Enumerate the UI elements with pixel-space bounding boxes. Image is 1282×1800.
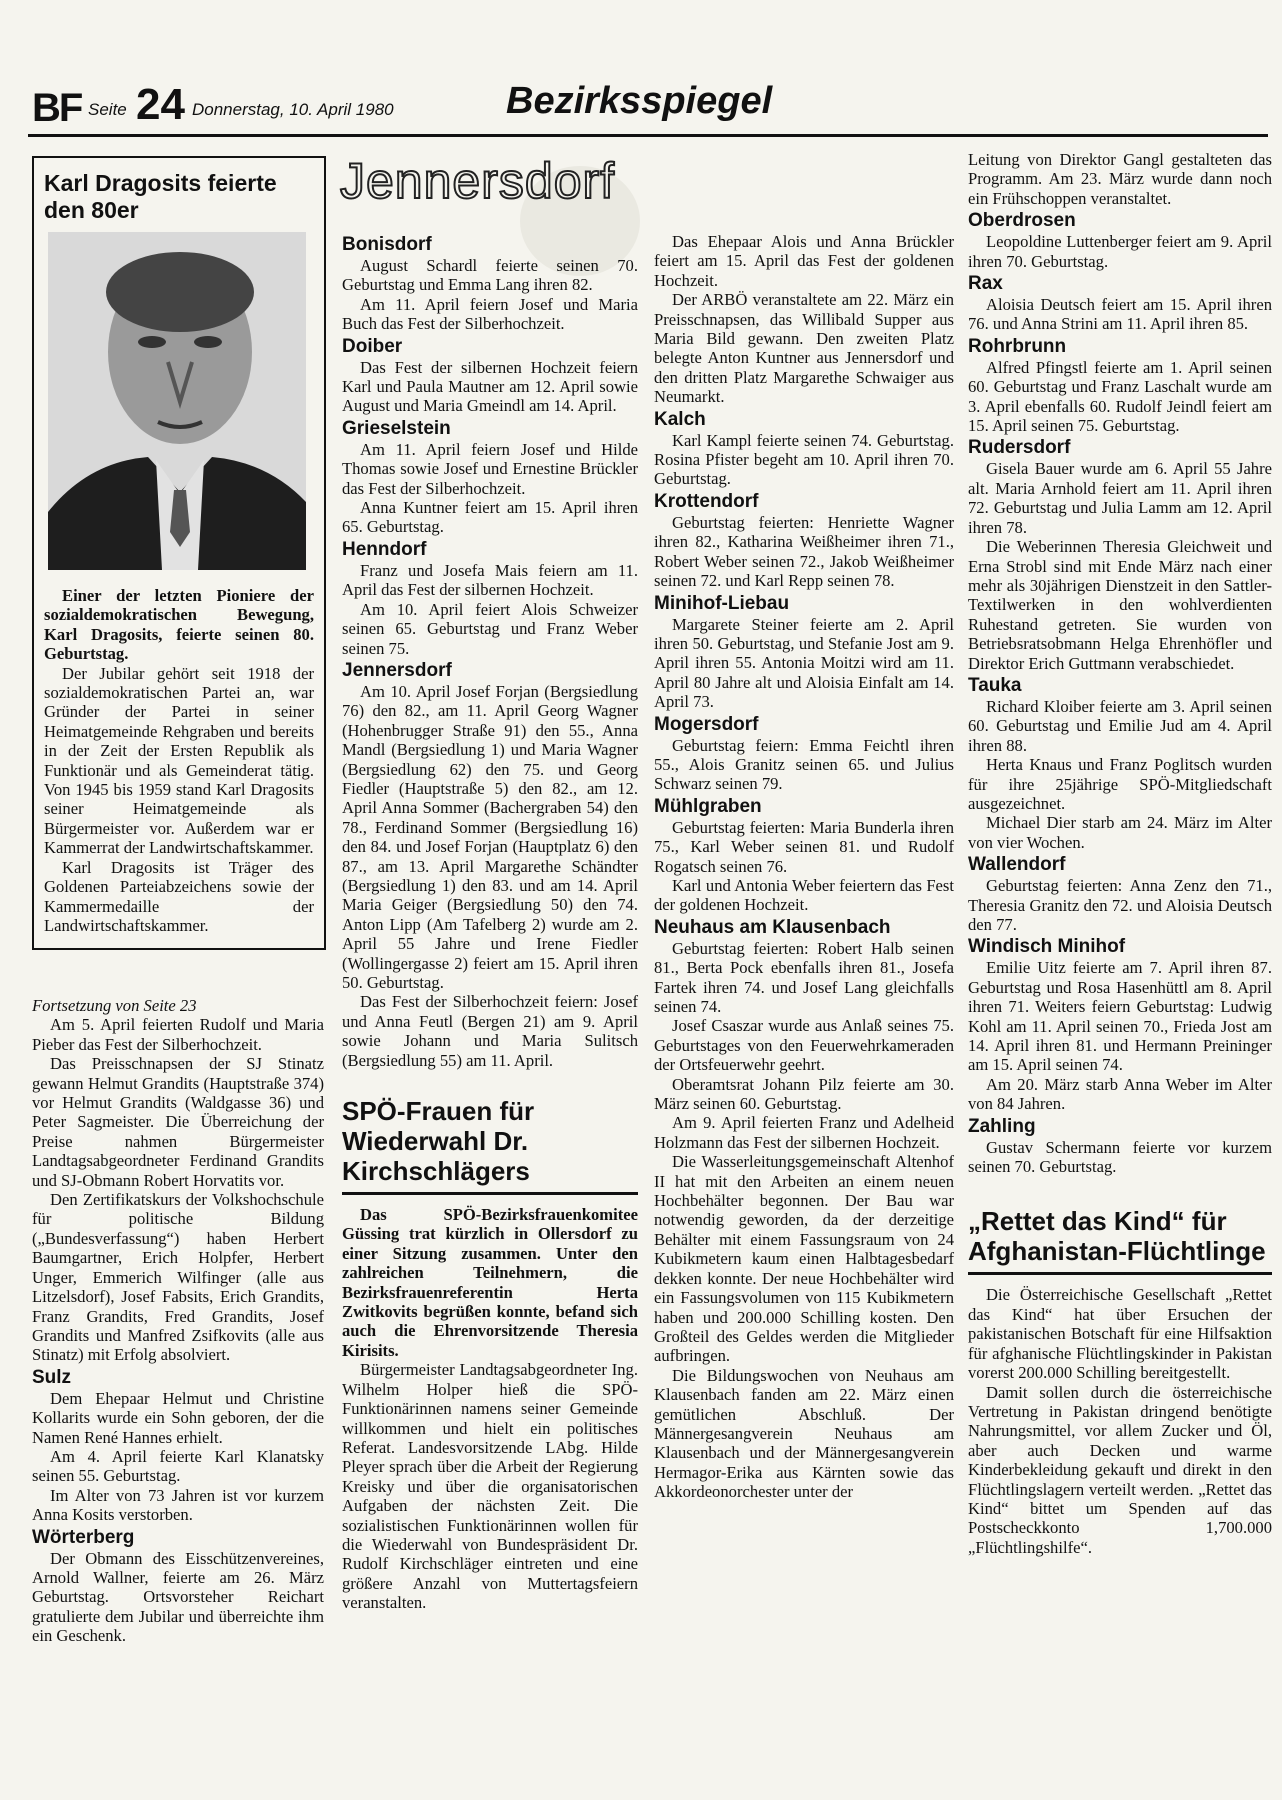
locality-heading: Bonisdorf — [342, 234, 432, 255]
paragraph: Am 10. April Josef Forjan (Bergsiedlung 76) den 82., am 11. April Georg Wagner (Hohenbrugger Straße 91) den 55., Anna Mandl (Bergsiedlung 1) und Maria Wagner (Bergsiedlung 62) den 75. und Georg Fiedler (Hauptstraße 5) den 82., am 12. April Anna Sommer (Bachergraben 54) den 78., Ferdinand Sommer (Bergsiedlung 16) den 84. und Josef Forjan (Hauptplatz 6) den 87., am 13. April Margarethe Schändter (Bergsiedlung 1) den 83. und am 14. April Maria Geiger (Bergsiedlung 50) den 74. Anton Lipp (Am Tafelberg 2) wurde am 2. April 55 Jahre und Irene Fiedler (Wollingergasse 2) feiert am 15. April ihren 50. Geburtstag. — [342, 681, 638, 992]
locality-heading: Grieselstein — [342, 417, 451, 439]
paragraph: Herta Knaus und Franz Poglitsch wurden für ihre 25jährige SPÖ-Mitgliedschaft ausgezeichnet. — [968, 755, 1272, 813]
paragraph: Das Fest der silbernen Hochzeit feiern Karl und Paula Mautner am 12. April sowie August und Maria Gmeindl am 14. April. — [342, 357, 638, 416]
paragraph: Geburtstag feierten: Robert Halb seinen 81., Berta Pock ebenfalls ihren 81., Josefa Fartek ihren 74. und Josef Lang gleichfalls seinen 74. — [654, 938, 954, 1016]
paragraph: Richard Kloiber feierte am 3. April seinen 60. Geburtstag und Emilie Jud am 4. April ihren 88. — [968, 696, 1272, 755]
locality-heading: Zahling — [968, 1115, 1036, 1137]
paragraph: Das Fest der Silberhochzeit feiern: Josef und Anna Feutl (Bergen 21) am 9. April sowie Johann und Maria Sulitsch (Bergsiedlung 55) am 11. April. — [342, 992, 638, 1070]
column-2 — [342, 232, 638, 1613]
paragraph: Am 10. April feiert Alois Schweizer seinen 65. Geburtstag und Franz Weber seinen 75. — [342, 599, 638, 658]
dragosits-article-box — [32, 156, 326, 950]
locality-heading: Doiber — [342, 335, 403, 357]
paragraph: Anna Kuntner feiert am 15. April ihren 65. Geburtstag. — [342, 498, 638, 537]
article-title: Karl Dragosits feierte den 80er — [44, 170, 277, 223]
paragraph: Am 5. April feierten Rudolf und Maria Pieber das Fest der Silberhochzeit. — [32, 1015, 324, 1054]
portrait-photo — [48, 232, 306, 570]
banner-text: Jennersdorf — [340, 153, 616, 209]
column-3 — [654, 232, 954, 1502]
locality-heading: Jennersdorf — [342, 659, 452, 681]
paragraph: Das Ehepaar Alois und Anna Brückler feiert am 15. April das Fest der goldenen Hochzeit. — [654, 232, 954, 290]
paragraph: Geburtstag feierten: Henriette Wagner ihren 82., Katharina Weißheimer ihren 71., Robert Weber seinen 72., Jakob Weißheimer seinen 72. und Karl Repp seinen 78. — [654, 512, 954, 591]
paragraph: Die Wasserleitungsgemeinschaft Altenhof II hat mit den Arbeiten an einem neuen Hochbehälter begonnen. Der Bau war notwendig geworden, da der derzeitige Behälter mit einem Fassungsraum von 24 Kubikmetern kaum einen Halbtagesbedarf dekken konnte. Der neue Hochbehälter wird ein Fassungsvolumen von 115 Kubikmetern haben und 200.000 Schilling kosten. Den Großteil des Geldes werden die Mitglieder aufbringen. — [654, 1152, 954, 1366]
paragraph: Das Preisschnapsen der SJ Stinatz gewann Helmut Grandits (Hauptstraße 374) vor Helmut Grandits (Waldgasse 36) und Peter Sagmeister. Die Überreichung der Preise nahmen Bürgermeister Landtagsabgeordneter Ferdinand Grandits und SJ-Obmann Robert Horvatits vor. — [32, 1054, 324, 1190]
locality-heading: Tauka — [968, 674, 1022, 696]
paragraph: Gustav Schermann feierte vor kurzem seinen 70. Geburtstag. — [968, 1137, 1272, 1177]
locality-heading: Mogersdorf — [654, 713, 759, 735]
paragraph: Den Zertifikatskurs der Volkshochschule für politische Bildung („Bundesverfassung“) haben Herbert Baumgartner, Erich Holpfer, Herbert Unger, Emmerich Wilfinger (alle aus Litzelsdorf), Josef Fabsits, Erich Grandits, Franz Grandits, Fred Grandits, Josef Grandits und Manfred Zsifkovits (alle aus Stinatz) mit Erfolg absolviert. — [32, 1190, 324, 1365]
article-body — [44, 586, 314, 935]
article-headline: SPÖ-Frauen für Wiederwahl Dr. Kirchschlägers — [342, 1096, 535, 1187]
column-1 — [32, 996, 324, 1646]
paragraph: Oberamtsrat Johann Pilz feierte am 30. März seinen 60. Geburtstag. — [654, 1074, 954, 1114]
paragraph: Die Österreichische Gesellschaft „Rettet das Kind“ hat über Ersuchen der pakistanischen Botschaft für eine Hilfsaktion für afghanische Flüchtlingskinder in Pakistan vorerst 200.000 Schilling bereitgestellt. — [968, 1285, 1272, 1383]
paragraph: Am 11. April feiern Josef und Hilde Thomas sowie Josef und Ernestine Brückler das Fest der Silberhochzeit. — [342, 439, 638, 498]
paragraph: Der ARBÖ veranstaltete am 22. März ein Preisschnapsen, das Willibald Supper aus Maria Bild gewann. Den zweiten Platz belegte Anton Kuntner aus Jennersdorf und den dritten Platz Margarethe Schwaiger aus Neumarkt. — [654, 290, 954, 407]
article-lead: Das SPÖ-Bezirksfrauenkomitee Güssing trat kürzlich in Ollersdorf zu einer Sitzung zusammen. Unter den zahlreichen Teilnehmern, die Bezirksfrauenreferentin Herta Zwitkovits begrüßen konnte, befand sich auch die Ehrenvorsitzende Theresia Kirisits. — [342, 1205, 638, 1360]
locality-heading: Krottendorf — [654, 490, 759, 512]
paragraph: Am 20. März starb Anna Weber im Alter von 84 Jahren. — [968, 1074, 1272, 1114]
article-headline: „Rettet das Kind“ für Afghanistan-Flüchtlinge — [968, 1206, 1266, 1267]
locality-heading: Oberdrosen — [968, 210, 1076, 232]
paragraph: Karl und Antonia Weber feiertern das Fest der goldenen Hochzeit. — [654, 875, 954, 915]
page-label: Seite — [88, 100, 127, 119]
locality-heading: Sulz — [32, 1366, 72, 1388]
paragraph: Am 4. April feierte Karl Klanatsky seinen 55. Geburtstag. — [32, 1446, 324, 1486]
paragraph: Dem Ehepaar Helmut und Christine Kollarits wurde ein Sohn geboren, der die Namen René Hannes erhielt. — [32, 1388, 324, 1447]
paragraph: Im Alter von 73 Jahren ist vor kurzem Anna Kosits verstorben. — [32, 1485, 324, 1525]
section-title: Bezirksspiegel — [506, 80, 773, 122]
paragraph: Josef Csaszar wurde aus Anlaß seines 75. Geburtstages von den Feuerwehrkameraden der Ortsfeuerwehr geehrt. — [654, 1016, 954, 1075]
locality-heading: Wallendorf — [968, 854, 1066, 876]
paragraph: Emilie Uitz feierte am 7. April ihren 87. Geburtstag und Rosa Hasenhüttl am 8. April ihren 71. Weiters feiern Geburtstag: Ludwig Kohl am 11. April seinen 70., Frieda Jost am 14. April ihren 81. und Hermann Preininger am 15. April seinen 74. — [968, 958, 1272, 1075]
locality-heading: Windisch Minihof — [968, 936, 1126, 958]
headline-rule — [342, 1192, 638, 1195]
locality-heading: Mühlgraben — [654, 795, 762, 817]
paragraph: Am 11. April feiern Josef und Maria Buch das Fest der Silberhochzeit. — [342, 294, 638, 334]
paragraph: Damit sollen durch die österreichische Vertretung in Pakistan dringend benötigte Nahrungsmittel, vor allem Zucker und Öl, aber auch Decken und warme Kinderbekleidung gekauft und direkt in den Flüchtlingslagern verteilt werden. „Rettet das Kind“ bittet um Spenden auf das Postscheckkonto 1,700.000 „Flüchtlingshilfe“. — [968, 1382, 1272, 1557]
locality-heading: Minihof-Liebau — [654, 592, 790, 614]
paragraph: Der Obmann des Eisschützenvereines, Arnold Wallner, feierte am 26. März Geburtstag. Ortsvorsteher Reichart gratulierte dem Jubilar und überreichte ihm ein Geschenk. — [32, 1548, 324, 1646]
continuation-note: Fortsetzung von Seite 23 — [32, 996, 197, 1015]
issue-date: Donnerstag, 10. April 1980 — [192, 100, 394, 119]
column-4 — [968, 150, 1272, 1557]
paragraph: Aloisia Deutsch feiert am 15. April ihren 76. und Anna Strini am 11. April ihren 85. — [968, 295, 1272, 334]
paragraph: Geburtstag feierten: Maria Bunderla ihren 75., Karl Weber seinen 81. und Rudolf Rogatsch seinen 76. — [654, 817, 954, 876]
paragraph: Karl Dragosits ist Träger des Goldenen Parteiabzeichens sowie der Kammermedaille der Landwirtschaftskammer. — [44, 857, 314, 935]
paragraph: Am 9. April feierten Franz und Adelheid Holzmann das Fest der silbernen Hochzeit. — [654, 1113, 954, 1152]
locality-heading: Wörterberg — [32, 1526, 135, 1548]
paragraph: Die Bildungswochen von Neuhaus am Klausenbach fanden am 22. März einen gemütlichen Abschluß. Der Männergesangverein Neuhaus am Klausenbach und der Männergesangverein Hermagor-Erika aus Kärnten sowie das Akkordeonorchester unter der — [654, 1365, 954, 1502]
headline-rule — [968, 1272, 1272, 1275]
paragraph: Gisela Bauer wurde am 6. April 55 Jahre alt. Maria Arnhold feiert am 11. April ihren 72. Geburtstag und Julia Lamm am 12. April ihren 78. — [968, 459, 1272, 537]
paragraph: Die Weberinnen Theresia Gleichweit und Erna Strobl sind mit Ende März nach einer mehr als 30jährigen Dienstzeit in den Sattler-Textilwerken in den wohlverdienten Ruhestand getreten. Sie wurden von Betriebsratsobmann Helga Ehrenhöfler und Direktor Erich Guttmann verabschiedet. — [968, 537, 1272, 673]
locality-heading: Rohrbrunn — [968, 335, 1067, 357]
page-number: 24 — [136, 80, 185, 129]
paragraph: August Schardl feierte seinen 70. Geburtstag und Emma Lang ihren 82. — [342, 256, 638, 295]
paragraph: Der Jubilar gehört seit 1918 der sozialdemokratischen Partei an, war Gründer der Partei in seiner Heimatgemeinde Rehgraben und bereits in der Zeit der Ersten Republik als Funktionär und als Gemeinderat tätig. Von 1945 bis 1959 stand Karl Dragosits seiner Heimatgemeinde als Bürgermeister vor. Außerdem war er Kammerrat der Landwirtschaftskammer. — [44, 663, 314, 858]
paragraph: Leopoldine Luttenberger feiert am 9. April ihren 70. Geburtstag. — [968, 232, 1272, 271]
photo-caption: Einer der letzten Pioniere der sozialdemokratischen Bewegung, Karl Dragosits, feierte seinen 80. Geburtstag. — [44, 586, 314, 664]
paragraph: Leitung von Direktor Gangl gestalteten das Programm. Am 23. März wurde dann noch ein Frühschoppen veranstaltet. — [968, 150, 1272, 208]
locality-heading: Henndorf — [342, 538, 427, 560]
paragraph: Franz und Josefa Mais feiern am 11. April das Fest der silbernen Hochzeit. — [342, 560, 638, 600]
paragraph: Geburtstag feierten: Anna Zenz den 71., Theresia Granitz den 72. und Aloisia Deutsch den 77. — [968, 876, 1272, 934]
paragraph: Geburtstag feiern: Emma Feichtl ihren 55., Alois Granitz seinen 65. und Julius Schwarz seinen 79. — [654, 735, 954, 794]
paragraph: Alfred Pfingstl feierte am 1. April seinen 60. Geburtstag und Franz Laschalt wurde am 3. April ebenfalls 60. Rudolf Jeindl feiert am 15. April seinen 75. Geburtstag. — [968, 357, 1272, 436]
paragraph: Karl Kampl feierte seinen 74. Geburtstag. Rosina Pfister begeht am 10. April ihren 70. Geburtstag. — [654, 430, 954, 489]
paragraph: Margarete Steiner feierte am 2. April ihren 50. Geburtstag, und Stefanie Jost am 9. April ihren 55. Antonia Moitzi wird am 11. April 80 Jahre alt und Aloisia Einfalt am 14. April 73. — [654, 614, 954, 712]
district-banner — [340, 152, 700, 210]
locality-heading: Rudersdorf — [968, 437, 1071, 459]
locality-heading: Rax — [968, 273, 1003, 295]
locality-heading: Kalch — [654, 408, 706, 430]
locality-heading: Neuhaus am Klausenbach — [654, 916, 891, 938]
paragraph: Bürgermeister Landtagsabgeordneter Ing. Wilhelm Holper hieß die SPÖ-Funktionärinnen namens seiner Gemeinde willkommen und hielt ein politisches Referat. Landesvorsitzende LAbg. Hilde Pleyer sprach über die Arbeit der Regierung Kreisky und über die organisatorischen Aufgaben der nächsten Zeit. Die sozialistischen Funktionärinnen wollen für die Wiederwahl von Bundespräsident Dr. Rudolf Kirchschläger eintreten und eine größere Anzahl von Muttertagsfeiern veranstalten. — [342, 1360, 638, 1613]
paragraph: Michael Dier starb am 24. März im Alter von vier Wochen. — [968, 813, 1272, 852]
page-header — [28, 78, 1268, 137]
newspaper-logo: BF — [32, 86, 82, 130]
